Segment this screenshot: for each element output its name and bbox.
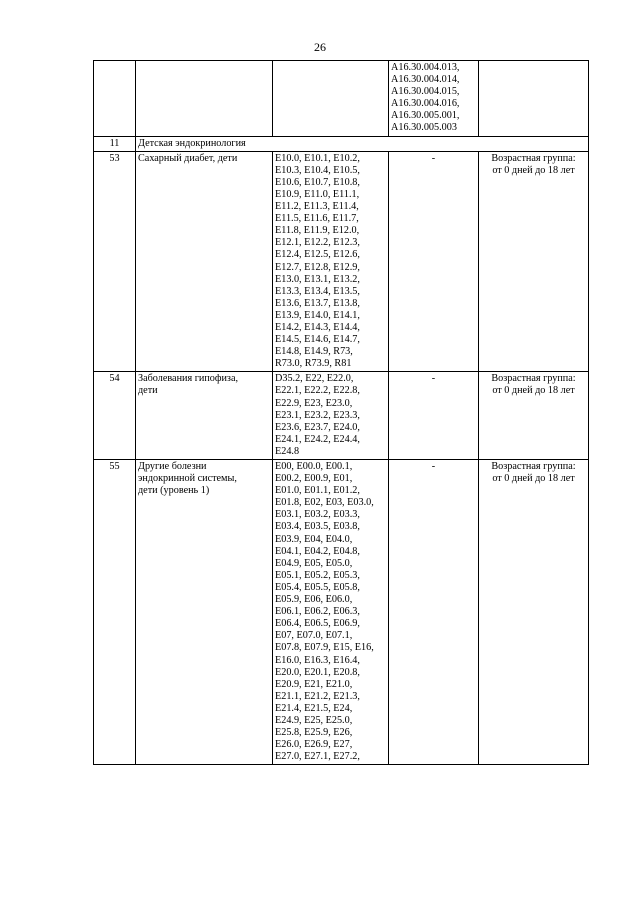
code-line: E11.2, E11.3, E11.4, — [275, 201, 359, 213]
procedure-code: A16.30.004.015, — [391, 86, 460, 98]
cell-criteria — [479, 61, 589, 137]
row-name — [136, 372, 273, 460]
table-row — [94, 372, 589, 460]
code-line: E13.0, E13.1, E13.2, — [275, 273, 360, 285]
procedure-code: A16.30.005.001, — [391, 110, 460, 122]
code-line: E11.8, E11.9, E12.0, — [275, 225, 360, 237]
name-line: Другие болезни — [138, 461, 207, 472]
row-name — [136, 460, 273, 765]
row-codes — [273, 372, 389, 460]
code-line: E12.7, E12.8, E12.9, — [275, 261, 360, 273]
code-line: E03.9, E04, E04.0, — [275, 533, 353, 545]
code-line: E05.4, E05.5, E05.8, — [275, 581, 360, 593]
code-line: E00.2, E00.9, E01, — [275, 473, 353, 485]
code-line: E20.9, E21, E21.0, — [275, 678, 353, 690]
section-title: Детская эндокринология — [136, 136, 589, 151]
code-line: E14.8, E14.9, R73, — [275, 346, 353, 358]
name-line: дети (уровень 1) — [138, 485, 210, 497]
code-line: E05.1, E05.2, E05.3, — [275, 569, 360, 581]
row-procedure: - — [389, 460, 479, 765]
row-number: 53 — [94, 151, 136, 372]
name-line: Заболевания гипофиза, — [138, 373, 239, 385]
code-line: E03.1, E03.2, E03.3, — [275, 509, 360, 521]
code-line: E16.0, E16.3, E16.4, — [275, 654, 360, 666]
table-row — [94, 460, 589, 765]
section-row — [94, 136, 589, 151]
code-line: E20.0, E20.1, E20.8, — [275, 666, 360, 678]
table-row — [94, 151, 589, 372]
cell-number — [94, 61, 136, 137]
code-line: E13.6, E13.7, E13.8, — [275, 297, 360, 309]
code-line: E24.9, E25, E25.0, — [275, 714, 353, 726]
page-number: 26 — [314, 40, 326, 54]
row-criteria — [479, 460, 589, 765]
row-criteria — [479, 372, 589, 460]
code-line: E10.3, E10.4, E10.5, — [275, 164, 360, 176]
criteria-line: от 0 дней до 18 лет — [492, 164, 575, 176]
code-line: E05.9, E06, E06.0, — [275, 594, 353, 606]
row-number: 54 — [94, 372, 136, 460]
criteria-line: от 0 дней до 18 лет — [492, 473, 575, 485]
code-line: E04.1, E04.2, E04.8, — [275, 545, 360, 557]
code-line: E04.9, E05, E05.0, — [275, 557, 353, 569]
code-line: E26.0, E26.9, E27, — [275, 739, 353, 751]
code-line: E11.5, E11.6, E11.7, — [275, 213, 359, 225]
criteria-line: Возрастная группа: — [491, 461, 576, 472]
code-line: E23.6, E23.7, E24.0, — [275, 421, 360, 433]
procedure-code: A16.30.004.016, — [391, 98, 460, 110]
code-line: E22.9, E23, E23.0, — [275, 397, 353, 409]
code-line: E03.4, E03.5, E03.8, — [275, 521, 360, 533]
cell-name — [136, 61, 273, 137]
code-line: E06.1, E06.2, E06.3, — [275, 606, 360, 618]
cell-codes — [273, 61, 389, 137]
row-criteria — [479, 151, 589, 372]
name-line: эндокринной системы, — [138, 473, 237, 485]
section-number: 11 — [94, 136, 136, 151]
row-codes — [273, 151, 389, 372]
code-line: E07, E07.0, E07.1, — [275, 630, 353, 642]
kpg-table — [93, 60, 589, 765]
code-line: E10.9, E11.0, E11.1, — [275, 188, 360, 200]
criteria-line: Возрастная группа: — [491, 373, 576, 385]
code-line: E23.1, E23.2, E23.3, — [275, 409, 360, 421]
code-line: E10.6, E10.7, E10.8, — [275, 176, 360, 188]
code-line: E24.1, E24.2, E24.4, — [275, 433, 360, 445]
code-line: E14.5, E14.6, E14.7, — [275, 334, 360, 346]
code-line: E22.1, E22.2, E22.8, — [275, 385, 360, 397]
code-line: E12.1, E12.2, E12.3, — [275, 237, 360, 249]
code-line: E01.8, E02, E03, E03.0, — [275, 497, 374, 509]
code-line: E00, E00.0, E00.1, — [275, 461, 353, 472]
code-line: E14.2, E14.3, E14.4, — [275, 321, 360, 333]
code-line: E13.3, E13.4, E13.5, — [275, 285, 360, 297]
code-line: E10.0, E10.1, E10.2, — [275, 152, 360, 164]
row-number: 55 — [94, 460, 136, 765]
code-line: E06.4, E06.5, E06.9, — [275, 618, 360, 630]
procedure-code: A16.30.005.003 — [391, 122, 457, 134]
code-line: E12.4, E12.5, E12.6, — [275, 249, 360, 261]
code-line: E21.1, E21.2, E21.3, — [275, 690, 360, 702]
row-name — [136, 151, 273, 372]
code-line: R73.0, R73.9, R81 — [275, 358, 352, 370]
procedure-code: A16.30.004.013, — [391, 62, 460, 73]
code-line: E07.8, E07.9, E15, E16, — [275, 642, 374, 654]
code-line: D35.2, E22, E22.0, — [275, 373, 354, 385]
row-procedure: - — [389, 151, 479, 372]
code-line: E13.9, E14.0, E14.1, — [275, 309, 360, 321]
row-procedure: - — [389, 372, 479, 460]
code-line: E25.8, E25.9, E26, — [275, 727, 353, 739]
criteria-line: от 0 дней до 18 лет — [492, 385, 575, 397]
code-line: E01.0, E01.1, E01.2, — [275, 485, 360, 497]
code-line: E21.4, E21.5, E24, — [275, 702, 353, 714]
procedure-code: A16.30.004.014, — [391, 74, 460, 86]
row-codes — [273, 460, 389, 765]
name-line: дети — [138, 385, 158, 397]
continuation-row — [94, 61, 589, 137]
code-line: E24.8 — [275, 445, 300, 457]
code-line: E27.0, E27.1, E27.2, — [275, 751, 360, 763]
name-line: Сахарный диабет, дети — [138, 152, 238, 164]
cell-procedures — [389, 61, 479, 137]
criteria-line: Возрастная группа: — [491, 152, 576, 164]
